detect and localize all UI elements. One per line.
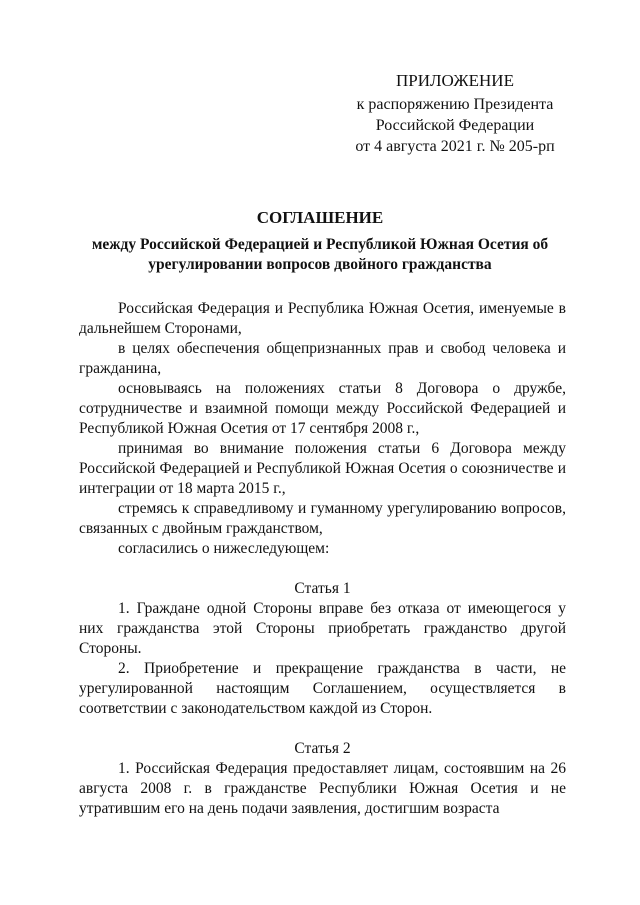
article-1-paragraph-1: 1. Граждане одной Стороны вправе без отказа от имеющегося у них гражданства этой Стороны приобретать гражданство другой Стороны.	[79, 600, 566, 657]
article-2-heading: Статья 2	[294, 740, 351, 757]
article-2-paragraph-1: 1. Российская Федерация предоставляет лицам, состоявшим на 26 августа 2008 г. в гражданстве Республики Южная Осетия и не утратившим его на день подачи заявления, достигшим возраста	[79, 760, 566, 817]
appendix-title: ПРИЛОЖЕНИЕ	[396, 71, 514, 90]
preamble-paragraph: основываясь на положениях статьи 8 Договора о дружбе, сотрудничестве и взаимной помощи между Российской Федерацией и Республикой Южная Осетия от 17 сентября 2008 г.,	[79, 380, 566, 437]
article-1-heading: Статья 1	[294, 580, 351, 597]
appendix-line-3: от 4 августа 2021 г. № 205-рп	[355, 138, 555, 155]
preamble-paragraph: Российская Федерация и Республика Южная Осетия, именуемые в дальнейшем Сторонами,	[79, 300, 566, 337]
preamble-paragraph: стремясь к справедливому и гуманному урегулированию вопросов, связанных с двойным гражданством,	[79, 500, 566, 537]
preamble-paragraph: согласились о нижеследующем:	[118, 540, 330, 557]
appendix-line-1: к распоряжению Президента	[356, 96, 554, 113]
document-title: СОГЛАШЕНИЕ	[256, 208, 384, 227]
appendix-line-2: Российской Федерации	[375, 117, 535, 134]
preamble-paragraph: принимая во внимание положения статьи 6 Договора между Российской Федерацией и Республикой Южная Осетия о союзничестве и интеграции от 18 марта 2015 г.,	[79, 440, 566, 497]
preamble-paragraph: в целях обеспечения общепризнанных прав и свобод человека и гражданина,	[79, 340, 566, 377]
appendix-block	[340, 70, 570, 157]
article-1-paragraph-2: 2. Приобретение и прекращение гражданства в части, не урегулированной настоящим Соглашением, осуществляется в соответствии с законодательством каждой из Сторон.	[79, 660, 566, 717]
document-subtitle: между Российской Федерацией и Республикой Южная Осетия об урегулировании вопросов двойного гражданства	[91, 236, 549, 273]
document-body	[79, 299, 566, 819]
